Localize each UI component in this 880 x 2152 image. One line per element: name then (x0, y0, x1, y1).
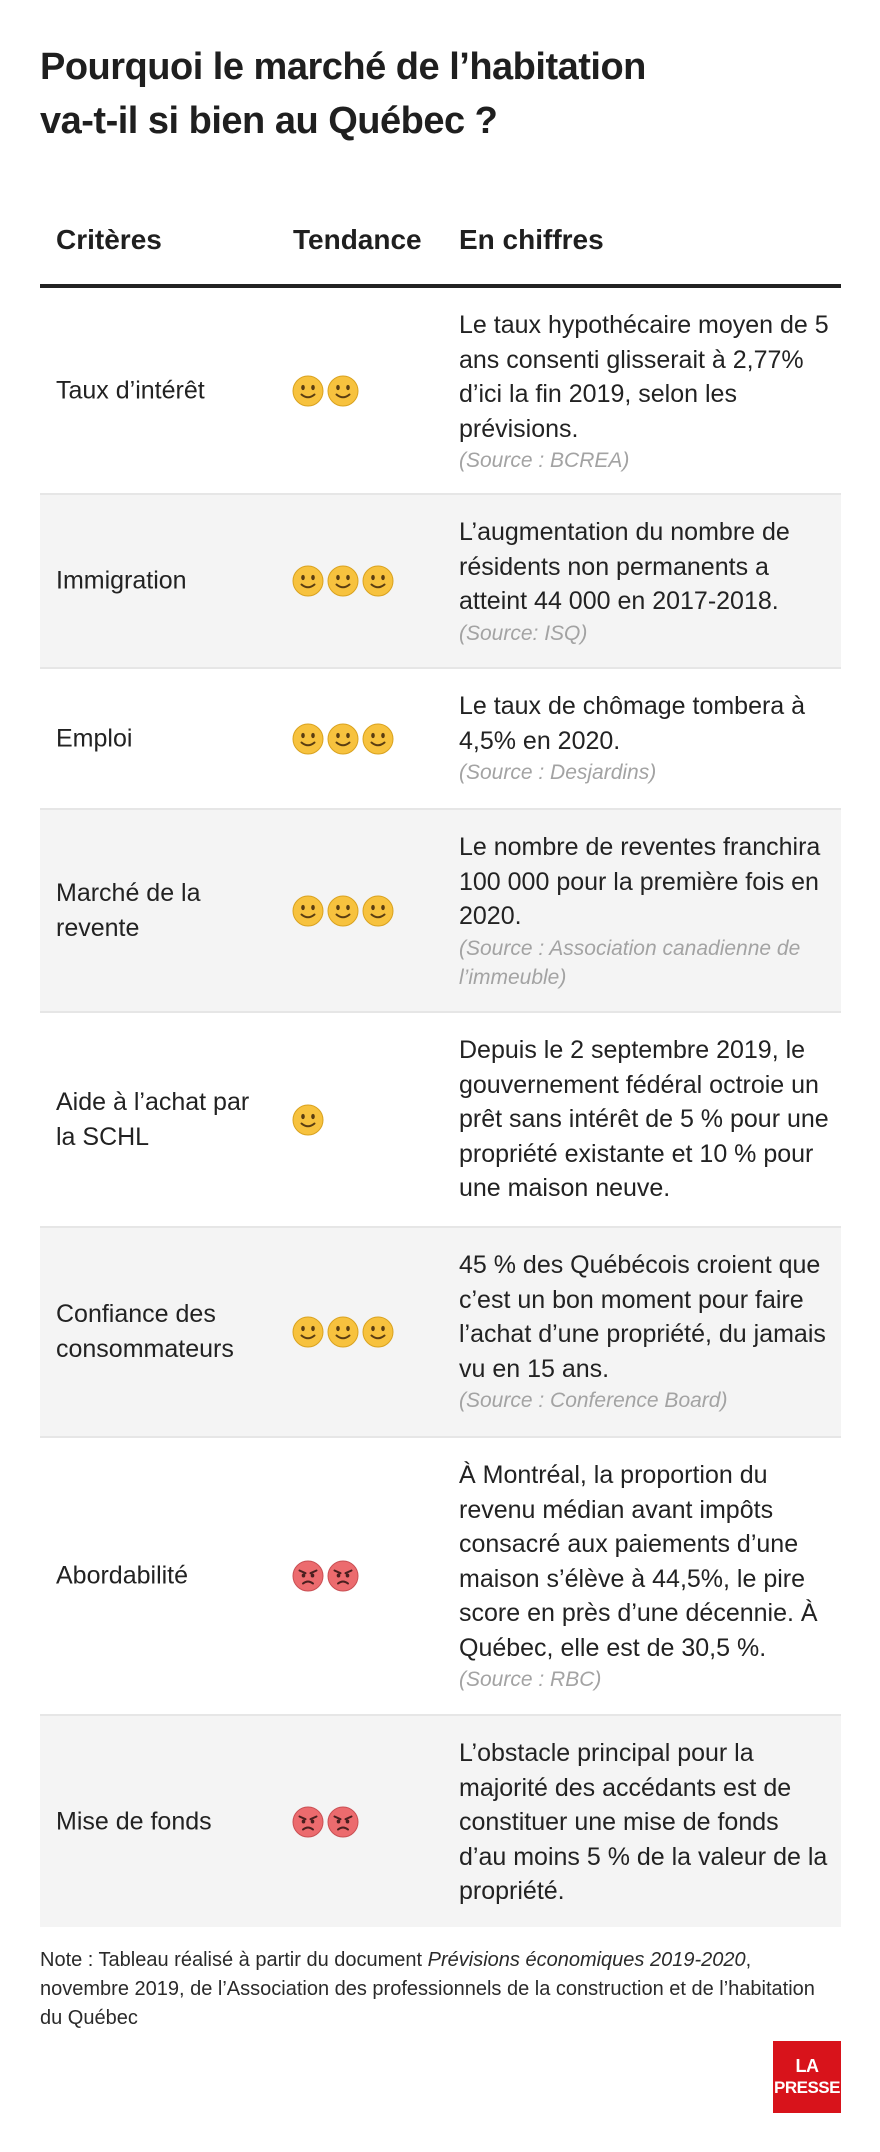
table-row (40, 669, 841, 810)
smiley-icon (327, 895, 359, 927)
figures-cell (459, 830, 831, 992)
smiley-icon (292, 1104, 324, 1136)
angry-face-icon (292, 1560, 324, 1592)
smiley-icon (327, 565, 359, 597)
logo-line-1: LA (795, 2056, 819, 2076)
figures-text: Le nombre de reventes franchira 100 000 pour la première fois en 2020. (459, 833, 821, 930)
table-row (40, 1228, 841, 1438)
table-row (40, 288, 841, 495)
figures-cell (459, 689, 831, 787)
note-doc-title: Prévisions économiques 2019-2020 (427, 1949, 746, 1971)
figures-cell (459, 1736, 831, 1909)
figures-cell (459, 1033, 831, 1206)
figures-cell (459, 1458, 831, 1694)
source-text: (Source : BCREA) (459, 449, 630, 472)
criterion-label: Aide à l’achat par la SCHL (56, 1087, 250, 1151)
figures-cell (459, 515, 831, 648)
figures-text: Depuis le 2 septembre 2019, le gouvernement fédéral octroie un prêt sans intérêt de 5 % pour une propriété existante et 10 % pour une maison neuve. (459, 1036, 829, 1202)
criteria-table (40, 212, 841, 1927)
criterion-label: Marché de la revente (56, 878, 201, 942)
smiley-icon (292, 375, 324, 407)
smiley-icon (362, 565, 394, 597)
smiley-icon (327, 1316, 359, 1348)
trend-indicator (292, 565, 394, 597)
note-prefix: Note : Tableau réalisé à partir du document (40, 1949, 428, 1971)
criterion-label: Taux d’intérêt (56, 376, 205, 404)
smiley-icon (327, 375, 359, 407)
footnote (40, 1946, 840, 2033)
smiley-icon (292, 723, 324, 755)
table-row (40, 1716, 841, 1927)
la-presse-logo (773, 2041, 841, 2113)
title-line-1: Pourquoi le marché de l’habitation (40, 46, 646, 88)
figures-text: À Montréal, la proportion du revenu médian avant impôts consacré aux paiements d’une maison s’élève à 44,5%, le pire score en près d’une décennie. À Québec, elle est de 30,5 %. (459, 1461, 818, 1662)
source-text: (Source : Desjardins) (459, 761, 657, 784)
trend-indicator (292, 1806, 359, 1838)
trend-indicator (292, 1316, 394, 1348)
smiley-icon (362, 1316, 394, 1348)
logo-line-2: PRESSE (774, 2078, 840, 2097)
source-text: (Source : Association canadienne de l’immeuble) (459, 936, 801, 989)
smiley-icon (292, 565, 324, 597)
note-suffix: , novembre 2019, de l’Association des professionnels de la construction et de l’habitation du Québec (40, 1949, 815, 2029)
trend-indicator (292, 723, 394, 755)
figures-text: Le taux de chômage tombera à 4,5% en 2020. (459, 692, 806, 755)
figures-text: Le taux hypothécaire moyen de 5 ans consenti glisserait à 2,77% d’ici la fin 2019, selon les prévisions. (459, 311, 829, 443)
table-row (40, 1438, 841, 1716)
criterion-label: Immigration (56, 566, 187, 595)
source-text: (Source: ISQ) (459, 621, 588, 645)
smiley-icon (362, 895, 394, 927)
table-row (40, 1013, 841, 1228)
header-trend: Tendance (293, 224, 422, 255)
figures-cell (459, 1248, 831, 1415)
source-text: (Source : RBC) (459, 1668, 602, 1691)
figures-text: L’augmentation du nombre de résidents non permanents a atteint 44 000 en 2017-2018. (459, 518, 790, 615)
trend-indicator (292, 375, 359, 407)
figures-text: L’obstacle principal pour la majorité des accédants est de constituer une mise de fonds d’au moins 5 % de la valeur de la propriété. (459, 1739, 828, 1905)
figures-text: 45 % des Québécois croient que c’est un bon moment pour faire l’achat d’une propriété, du jamais vu en 15 ans. (459, 1251, 826, 1383)
table-row (40, 810, 841, 1013)
header-figures: En chiffres (459, 224, 604, 255)
angry-face-icon (327, 1560, 359, 1592)
trend-indicator (292, 1104, 324, 1136)
trend-indicator (292, 1560, 359, 1592)
criterion-label: Confiance des consommateurs (56, 1300, 234, 1363)
criterion-label: Mise de fonds (56, 1807, 212, 1835)
criterion-label: Abordabilité (56, 1561, 189, 1590)
page-title (40, 40, 820, 148)
criterion-label: Emploi (56, 724, 133, 752)
figures-cell (459, 308, 831, 475)
trend-indicator (292, 895, 394, 927)
table-header (40, 212, 841, 288)
smiley-icon (362, 723, 394, 755)
table-row (40, 495, 841, 669)
angry-face-icon (292, 1806, 324, 1838)
angry-face-icon (327, 1806, 359, 1838)
header-criteria: Critères (56, 224, 162, 255)
smiley-icon (327, 723, 359, 755)
title-line-2: va-t-il si bien au Québec ? (40, 100, 498, 142)
source-text: (Source : Conference Board) (459, 1389, 728, 1412)
smiley-icon (292, 1316, 324, 1348)
smiley-icon (292, 895, 324, 927)
